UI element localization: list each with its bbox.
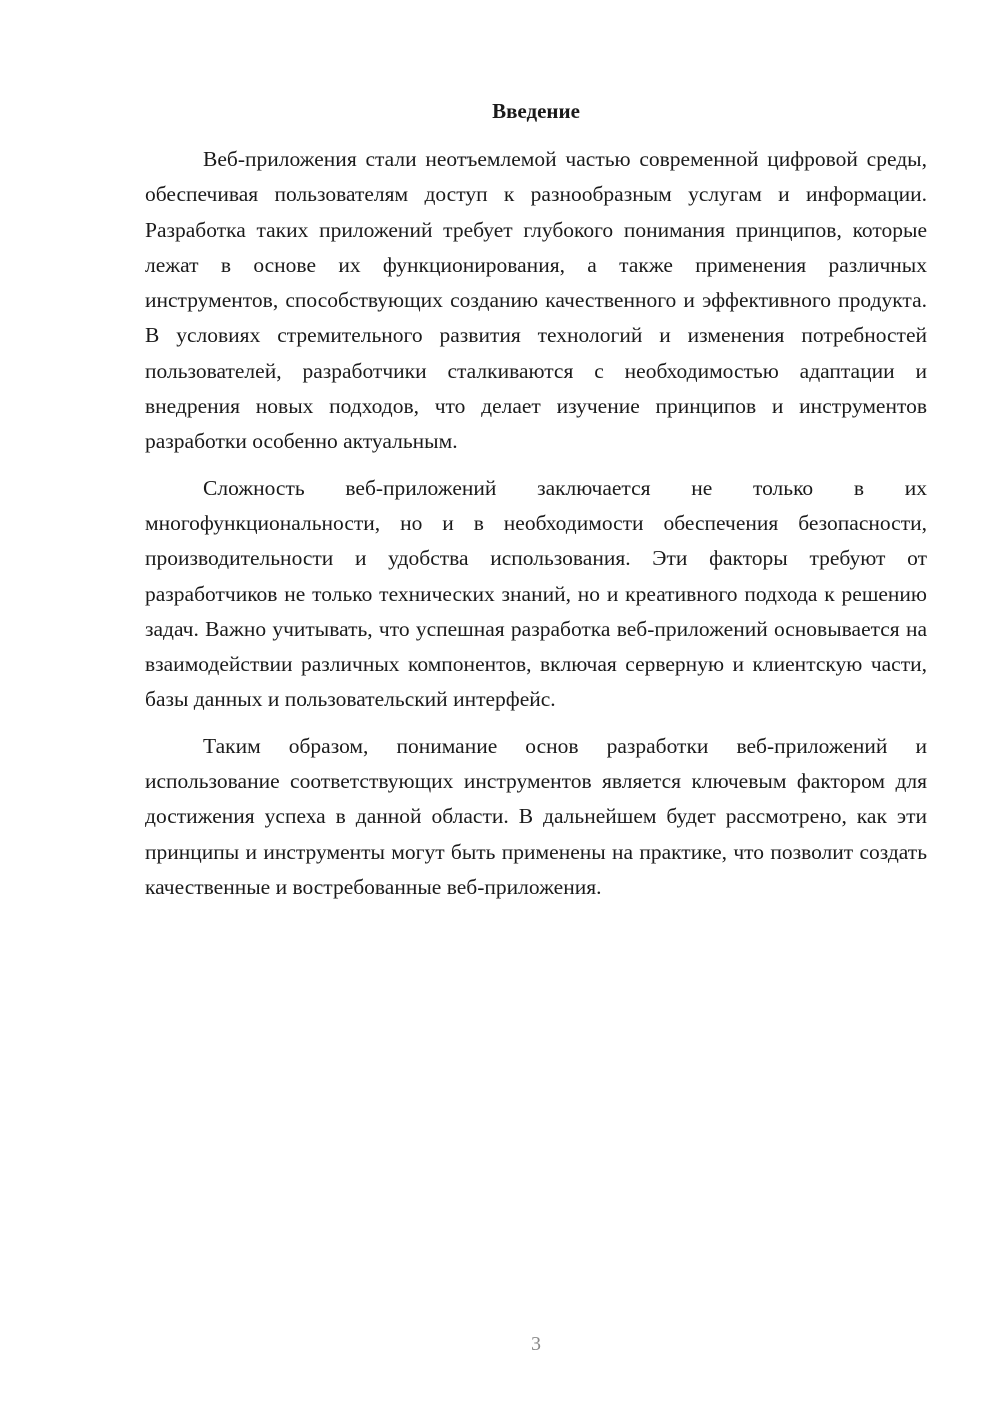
- paragraph-3: Таким образом, понимание основ разработки веб-приложений и использование соответствующих инструментов является ключевым фактором для достижения успеха в данной области. В дальнейшем будет рассмотрено, как эти принципы и инструменты могут быть применены на практике, что позволит создать качественные и востребованные веб-приложения.: [145, 733, 927, 899]
- paragraph-1: Веб-приложения стали неотъемлемой частью современной цифровой среды, обеспечивая пользователям доступ к разнообразным услугам и информации. Разработка таких приложений требует глубокого понимания принципов, которые лежат в основе их функционирования, а также применения различных инструментов, способствующих созданию качественного и эффективного продукта. В условиях стремительного развития технологий и изменения потребностей пользователей, разработчики сталкиваются с необходимостью адаптации и внедрения новых подходов, что делает изучение принципов и инструментов разработки особенно актуальным.: [145, 147, 927, 454]
- body-text: [145, 142, 927, 916]
- paragraph-2: Сложность веб-приложений заключается не только в их многофункциональности, но и в необходимости обеспечения безопасности, производительности и удобства использования. Эти факторы требуют от разработчиков не только технических знаний, но и креативного подхода к решению задач. Важно учитывать, что успешная разработка веб-приложений основывается на взаимодействии различных компонентов, включая серверную и клиентскую части, базы данных и пользовательский интерфейс.: [145, 475, 927, 712]
- section-heading: Введение: [492, 99, 580, 123]
- page-number: 3: [531, 1333, 541, 1355]
